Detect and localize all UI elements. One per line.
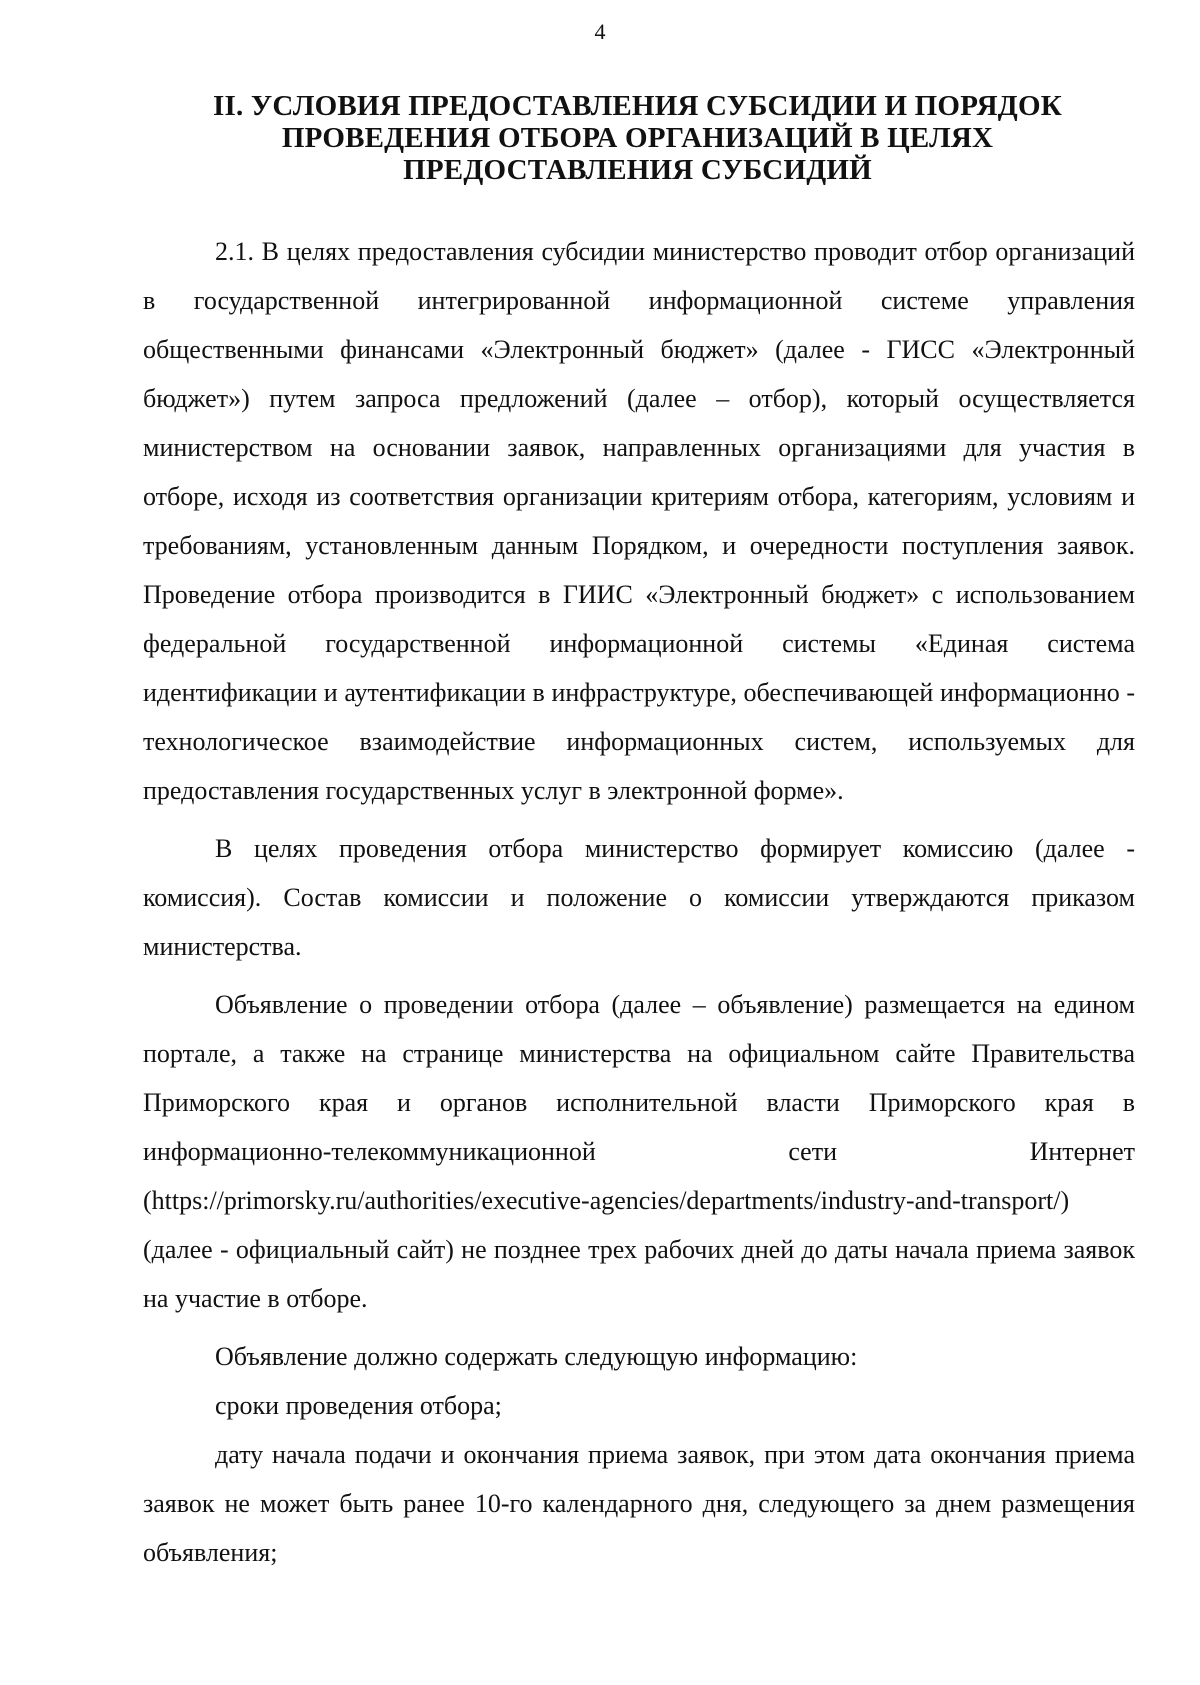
paragraph-commission: В целях проведения отбора министерство формирует комиссию (далее - комиссия). Состав комиссии и положение о комиссии утверждаются приказом министерства. [143, 834, 1135, 961]
document-body [143, 227, 1135, 1577]
list-item-selection-terms: сроки проведения отбора; [215, 1391, 502, 1420]
paragraph-selection-procedure: 2.1. В целях предоставления субсидии министерство проводит отбор организаций в государственной интегрированной информационной системе управления общественными финансами «Электронный бюджет» (далее - ГИСС «Электронный бюджет») путем запроса предложений (далее – отбор), который осуществляется министерством на основании заявок, направленных организациями для участия в отборе, исходя из соответствия организации критериям отбора, категориям, условиям и требованиям, установленным данным Порядком, и очередности поступления заявок. Проведение отбора производится в ГИИС «Электронный бюджет» с использованием федеральной государственной информационной системы «Единая система идентификации и аутентификации в инфраструктуре, обеспечивающей информационно - технологическое взаимодействие информационных систем, используемых для предоставления государственных услуг в электронной форме». [143, 237, 1135, 805]
section-title-line: ПРЕДОСТАВЛЕНИЯ СУБСИДИЙ [403, 154, 872, 186]
paragraph-announcement-content: Объявление должно содержать следующую информацию: [215, 1342, 858, 1371]
section-title [140, 90, 1135, 186]
paragraph-announcement: Объявление о проведении отбора (далее – объявление) размещается на едином портале, а также на странице министерства на официальном сайте Правительства Приморского края и органов исполнительной власти Приморского края в информационно-телекоммуникационной сети Интернет (https://primorsky.ru/authorities/executive-agencies/departments/industry-and-transport/) (далее - официальный сайт) не позднее трех рабочих дней до даты начала приема заявок на участие в отборе. [143, 990, 1135, 1313]
section-title-line: II. УСЛОВИЯ ПРЕДОСТАВЛЕНИЯ СУБСИДИИ И ПОРЯДОК [213, 90, 1062, 122]
section-title-line: ПРОВЕДЕНИЯ ОТБОРА ОРГАНИЗАЦИЙ В ЦЕЛЯХ [281, 122, 994, 154]
list-item-application-dates: дату начала подачи и окончания приема заявок, при этом дата окончания приема заявок не может быть ранее 10-го календарного дня, следующего за днем размещения объявления; [143, 1440, 1135, 1567]
page-number: 4 [594, 19, 606, 44]
